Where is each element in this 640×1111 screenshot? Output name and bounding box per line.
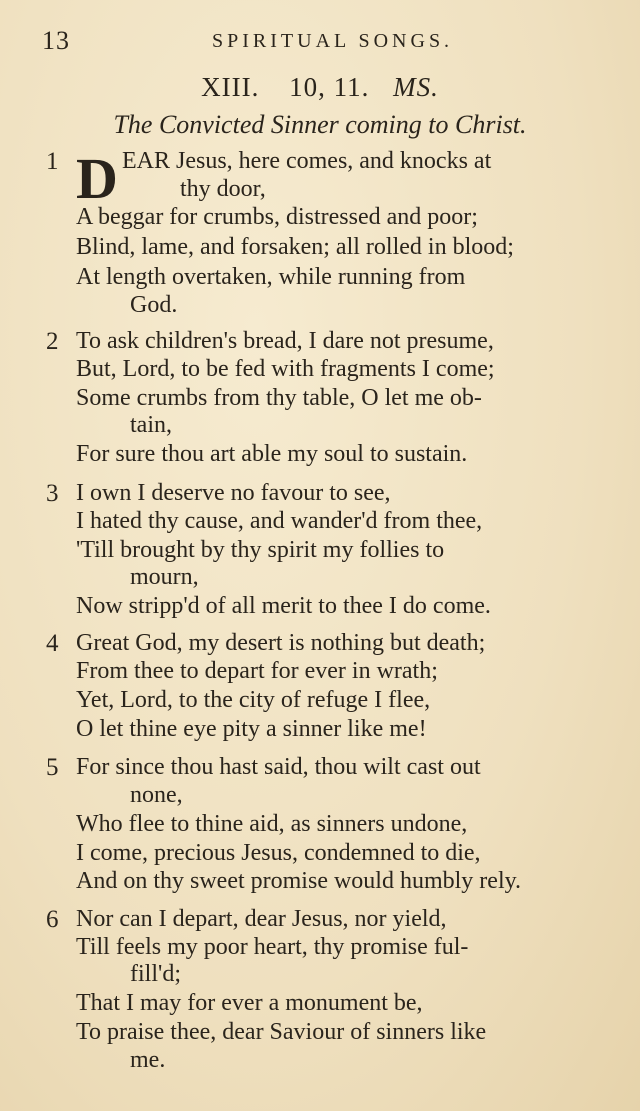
running-head: SPIRITUAL SONGS. [212, 30, 454, 52]
verse-number: 5 [46, 754, 59, 781]
verse-line: Great God, my desert is nothing but death; [76, 630, 486, 656]
verse-line: To praise thee, dear Saviour of sinners like [76, 1019, 487, 1045]
verse-line: none, [130, 782, 183, 808]
verse-line: I hated thy cause, and wander'd from thee, [76, 508, 483, 534]
verse-number: 6 [46, 906, 59, 933]
verse-number: 4 [46, 630, 59, 657]
verse-line: Some crumbs from thy table, O let me ob- [76, 385, 482, 411]
drop-cap: D [76, 146, 118, 211]
hymn-number: XIII. [201, 72, 260, 102]
verse-line: I own I deserve no favour to see, [76, 480, 391, 506]
verse-line: Who flee to thine aid, as sinners undone, [76, 811, 468, 837]
page-number: 13 [42, 26, 70, 55]
verse-line: A beggar for crumbs, distressed and poor; [76, 204, 478, 230]
verse-line: thy door, [180, 176, 266, 202]
verse-line: Now stripp'd of all merit to thee I do come. [76, 593, 491, 619]
hymn-heading [0, 72, 640, 103]
verse-line: But, Lord, to be fed with fragments I come; [76, 356, 495, 382]
verse-number: 2 [46, 328, 59, 355]
verse-line: me. [130, 1047, 166, 1073]
verse-line: mourn, [130, 564, 199, 590]
verse-line: fill'd; [130, 961, 181, 987]
verse-line: That I may for ever a monument be, [76, 990, 423, 1016]
verse-line: Yet, Lord, to the city of refuge I flee, [76, 687, 431, 713]
hymn-meter: 10, 11. [289, 72, 370, 102]
verse-line: God. [130, 292, 178, 318]
verse-line: At length overtaken, while running from [76, 264, 466, 290]
verse-line: O let thine eye pity a sinner like me! [76, 716, 427, 742]
verse-line: For sure thou art able my soul to sustain. [76, 441, 468, 467]
verse-line: For since thou hast said, thou wilt cast out [76, 754, 481, 780]
verse-line: Blind, lame, and forsaken; all rolled in blood; [76, 234, 514, 260]
verse-line: From thee to depart for ever in wrath; [76, 658, 438, 684]
verse-number: 1 [46, 148, 59, 175]
verse-line: tain, [130, 412, 172, 438]
verse-line: To ask children's bread, I dare not presume, [76, 328, 494, 354]
verse-line: And on thy sweet promise would humbly rely. [76, 868, 522, 894]
hymn-meter-tag: MS. [393, 72, 439, 102]
verse-line: I come, precious Jesus, condemned to die, [76, 840, 481, 866]
verse-line: Nor can I depart, dear Jesus, nor yield, [76, 906, 447, 932]
verse-line: EAR Jesus, here comes, and knocks at [122, 148, 492, 174]
verse-line: 'Till brought by thy spirit my follies to [76, 537, 445, 563]
hymn-title: The Convicted Sinner coming to Christ. [113, 110, 527, 139]
verse-number: 3 [46, 480, 59, 507]
verse-line: Till feels my poor heart, thy promise ful- [76, 934, 469, 960]
